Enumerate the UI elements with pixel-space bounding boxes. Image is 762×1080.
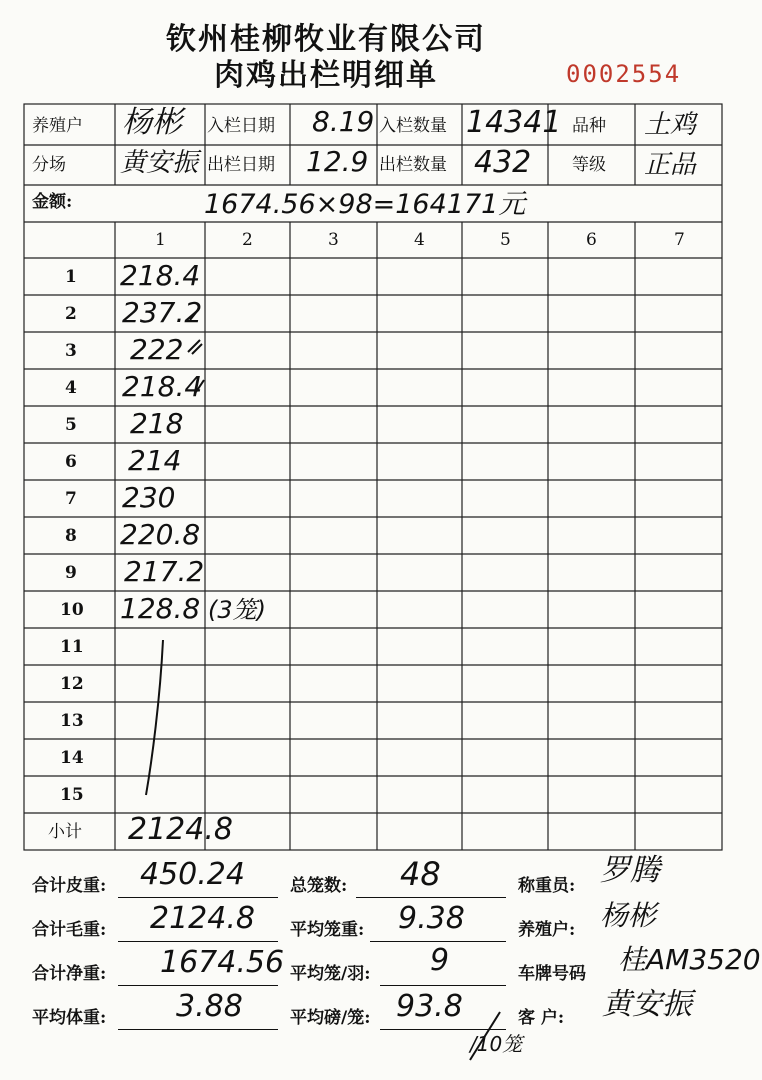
avg-weight-label: 平均体重: [32, 1008, 107, 1028]
form-title: 肉鸡出栏明细单 [214, 58, 438, 93]
tare-value: 450.24 [140, 857, 245, 892]
row-label: 5 [65, 415, 77, 435]
farmer-label: 养殖户 [32, 116, 83, 136]
row-label: 6 [65, 452, 77, 472]
in-date-value: 8.19 [312, 105, 375, 138]
row-label: 13 [60, 711, 84, 731]
farmer-sign-value: 杨彬 [600, 899, 657, 932]
grade-label: 等级 [572, 155, 606, 175]
net-label: 合计净重: [32, 964, 107, 984]
weight-cell: 230 [122, 481, 176, 514]
avg-cage-weight-value: 9.38 [398, 901, 465, 936]
column-header-2: 2 [242, 230, 253, 250]
avg-per-cage-value: 9 [430, 943, 450, 978]
weight-cell: 218.4 [122, 370, 203, 403]
weight-cell: 220.8 [120, 518, 201, 551]
branch-label: 分场 [32, 155, 66, 175]
avg-lb-note: /10笼 [470, 1032, 523, 1056]
subtotal-value: 2124.8 [128, 812, 233, 847]
out-count-value: 432 [474, 145, 532, 180]
out-count-label: 出栏数量 [379, 155, 447, 175]
amount-label: 金额: [32, 192, 73, 212]
gross-value: 2124.8 [150, 901, 255, 936]
column-header-3: 3 [328, 230, 339, 250]
grade-value: 正品 [644, 150, 697, 180]
row-label: 2 [65, 304, 77, 324]
column-header-6: 6 [586, 230, 597, 250]
net-value: 1674.56 [160, 945, 285, 980]
weight-cell: 218 [130, 407, 184, 440]
in-count-label: 入栏数量 [379, 116, 447, 136]
breed-value: 土鸡 [644, 110, 697, 140]
row-label: 15 [60, 785, 84, 805]
row-label: 9 [65, 563, 77, 583]
column-header-4: 4 [414, 230, 425, 250]
row-label: 1 [65, 267, 77, 287]
customer-value: 黄安振 [602, 987, 692, 1022]
weight-cell: 237.2 [122, 296, 203, 329]
branch-value: 黄安振 [120, 148, 199, 178]
row-label: 12 [60, 674, 84, 694]
weight-cell: 128.8 [120, 592, 201, 625]
row-label: 11 [60, 637, 84, 657]
row-label: 4 [65, 378, 77, 398]
weight-cell: 218.4 [120, 259, 201, 292]
row-label: 7 [65, 489, 77, 509]
tare-label: 合计皮重: [32, 876, 107, 896]
out-date-label: 出栏日期 [207, 155, 275, 175]
farmer-value: 杨彬 [122, 105, 182, 140]
farmer-sign-label: 养殖户: [518, 920, 576, 940]
column-header-5: 5 [500, 230, 511, 250]
cage-count-note: (3笼) [208, 596, 266, 624]
column-header-7: 7 [674, 230, 685, 250]
row-label: 10 [60, 600, 84, 620]
weigher-label: 称重员: [518, 876, 576, 896]
cages-value: 48 [400, 855, 441, 893]
serial-number: 0002554 [566, 60, 682, 88]
cages-label: 总笼数: [290, 876, 348, 896]
avg-lb-per-cage-value: 93.8 [396, 989, 463, 1024]
plate-value: 桂AM3520 [618, 943, 761, 976]
avg-weight-value: 3.88 [176, 989, 243, 1024]
row-label: 3 [65, 341, 77, 361]
in-count-value: 14341 [466, 105, 562, 140]
amount-value: 1674.56×98=164171元 [204, 189, 526, 220]
avg-lb-per-cage-label: 平均磅/笼: [290, 1008, 371, 1028]
in-date-label: 入栏日期 [207, 116, 275, 136]
avg-cage-weight-label: 平均笼重: [290, 920, 365, 940]
plate-label: 车牌号码 [518, 964, 586, 984]
column-header-1: 1 [155, 230, 166, 250]
weigher-value: 罗腾 [600, 853, 660, 888]
breed-label: 品种 [572, 116, 606, 136]
company-name: 钦州桂柳牧业有限公司 [166, 22, 486, 57]
weight-cell: 222 [130, 333, 184, 366]
subtotal-label: 小计 [48, 822, 82, 842]
row-label: 8 [65, 526, 77, 546]
gross-label: 合计毛重: [32, 920, 107, 940]
weight-cell: 214 [128, 444, 182, 477]
weight-cell: 217.2 [124, 555, 205, 588]
out-date-value: 12.9 [306, 145, 369, 178]
row-label: 14 [60, 748, 84, 768]
customer-label: 客 户: [518, 1008, 565, 1028]
avg-per-cage-label: 平均笼/羽: [290, 964, 371, 984]
